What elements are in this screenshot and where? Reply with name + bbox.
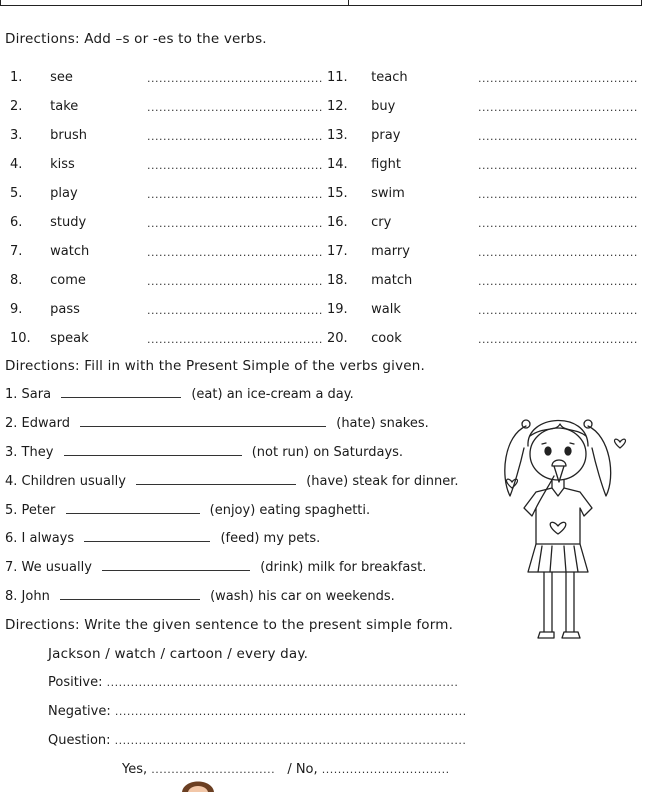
item-number: 4. [10, 157, 23, 172]
verb-answer-line[interactable]: ........................................ [478, 304, 638, 317]
item-number: 18. [327, 273, 348, 288]
verb-answer-line[interactable]: ............................................ [147, 304, 323, 317]
item-number: 3. [10, 128, 23, 143]
blank-answer[interactable] [64, 445, 242, 456]
verb-answer-line[interactable]: ............................................ [147, 246, 323, 259]
item-number: 20. [327, 331, 348, 346]
verb-word: swim [371, 186, 405, 201]
peeking-character-icon [178, 772, 218, 792]
item-number: 8. [10, 273, 23, 288]
item-number: 7. [10, 244, 23, 259]
sentence-end: (eat) an ice-cream a day. [191, 387, 354, 402]
sentence-start: 3. They [5, 445, 54, 460]
verb-answer-line[interactable]: ........................................ [478, 275, 638, 288]
verb-word: watch [50, 244, 90, 259]
verb-answer-line[interactable]: ........................................ [478, 188, 638, 201]
item-number: 5. [10, 186, 23, 201]
fill-in-row [5, 503, 370, 518]
verb-answer-line[interactable]: ........................................ [478, 246, 638, 259]
fill-in-row [5, 474, 459, 489]
verb-word: fight [371, 157, 401, 172]
item-number: 13. [327, 128, 348, 143]
verb-word: take [50, 99, 79, 114]
item-number: 17. [327, 244, 348, 259]
verb-row-left [10, 215, 150, 230]
sentence-start: 4. Children usually [5, 474, 126, 489]
verb-word: cry [371, 215, 392, 230]
verb-answer-line[interactable]: ............................................ [147, 217, 323, 230]
verb-word: marry [371, 244, 410, 259]
verb-word: walk [371, 302, 401, 317]
verb-word: see [50, 70, 73, 85]
section2-directions: Directions: Fill in with the Present Simple of the verbs given. [5, 358, 426, 374]
positive-label: Positive: [48, 675, 103, 690]
item-number: 19. [327, 302, 348, 317]
verb-answer-line[interactable]: ........................................ [478, 159, 638, 172]
item-number: 1. [10, 70, 23, 85]
verb-row-right [327, 302, 471, 317]
verb-answer-line[interactable]: ............................................ [147, 72, 323, 85]
verb-row-left [10, 70, 150, 85]
verb-row-right [327, 273, 471, 288]
verb-row-right [327, 186, 471, 201]
verb-row-left [10, 331, 150, 346]
fill-in-row [5, 589, 395, 604]
verb-row-left [10, 157, 150, 172]
verb-word: cook [371, 331, 402, 346]
fill-in-row [5, 560, 426, 575]
positive-row [48, 675, 458, 690]
verb-row-left [10, 302, 150, 317]
verb-row-left [10, 244, 150, 259]
girl-illustration [496, 396, 636, 646]
question-label: Question: [48, 733, 111, 748]
verb-word: pray [371, 128, 401, 143]
verb-answer-line[interactable]: ............................................ [147, 101, 323, 114]
item-number: 16. [327, 215, 348, 230]
verb-answer-line[interactable]: ............................................ [147, 130, 323, 143]
blank-answer[interactable] [102, 560, 250, 571]
verb-answer-line[interactable]: ........................................ [478, 72, 638, 85]
verb-answer-line[interactable]: ............................................ [147, 188, 323, 201]
verb-word: buy [371, 99, 396, 114]
verb-row-right [327, 157, 471, 172]
negative-label: Negative: [48, 704, 111, 719]
verb-answer-line[interactable]: ........................................ [478, 101, 638, 114]
verb-word: study [50, 215, 87, 230]
section3-directions: Directions: Write the given sentence to the present simple form. [5, 617, 454, 633]
sentence-start: 7. We usually [5, 560, 92, 575]
verb-answer-line[interactable]: ............................................ [147, 333, 323, 346]
blank-answer[interactable] [80, 416, 326, 427]
verb-answer-line[interactable]: ........................................ [478, 333, 638, 346]
yes-label: Yes, [122, 762, 148, 777]
verb-row-left [10, 99, 150, 114]
verb-word: pass [50, 302, 80, 317]
sentence-start: 8. John [5, 589, 50, 604]
verb-word: speak [50, 331, 89, 346]
no-answer-line[interactable]: ................................ [321, 763, 450, 776]
sentence-end: (enjoy) eating spaghetti. [209, 503, 371, 518]
verb-word: play [50, 186, 78, 201]
item-number: 2. [10, 99, 23, 114]
negative-answer-line[interactable]: ........................................................................................ [114, 705, 467, 718]
no-label: / No, [287, 762, 318, 777]
sentence-end: (wash) his car on weekends. [210, 589, 395, 604]
item-number: 15. [327, 186, 348, 201]
short-answer-row [122, 762, 450, 777]
verb-word: brush [50, 128, 87, 143]
blank-answer[interactable] [66, 503, 200, 514]
fill-in-row [5, 416, 429, 431]
verb-answer-line[interactable]: ............................................ [147, 159, 323, 172]
yes-answer-line[interactable]: ............................... [151, 763, 276, 776]
verb-row-left [10, 273, 150, 288]
sentence-end: (have) steak for dinner. [306, 474, 459, 489]
given-sentence: Jackson / watch / cartoon / every day. [48, 646, 309, 662]
sentence-start: 1. Sara [5, 387, 52, 402]
verb-word: match [371, 273, 413, 288]
blank-answer[interactable] [61, 387, 181, 398]
verb-answer-line[interactable]: ........................................ [478, 130, 638, 143]
verb-row-right [327, 70, 471, 85]
verb-row-right [327, 244, 471, 259]
verb-answer-line[interactable]: ............................................ [147, 275, 323, 288]
sentence-end: (drink) milk for breakfast. [260, 560, 427, 575]
sentence-start: 5. Peter [5, 503, 56, 518]
verb-word: teach [371, 70, 408, 85]
item-number: 6. [10, 215, 23, 230]
verb-word: come [50, 273, 86, 288]
verb-row-left [10, 186, 150, 201]
verb-word: kiss [50, 157, 75, 172]
question-answer-line[interactable]: ........................................................................................ [114, 734, 467, 747]
verb-answer-line[interactable]: ........................................ [478, 217, 638, 230]
verb-row-right [327, 331, 471, 346]
blank-answer[interactable] [84, 531, 210, 542]
negative-row [48, 704, 467, 719]
item-number: 14. [327, 157, 348, 172]
sentence-end: (not run) on Saturdays. [251, 445, 404, 460]
fill-in-row [5, 531, 320, 546]
verb-row-right [327, 128, 471, 143]
sentence-start: 6. I always [5, 531, 75, 546]
sentence-start: 2. Edward [5, 416, 70, 431]
sentence-end: (feed) my pets. [220, 531, 321, 546]
fill-in-row [5, 387, 354, 402]
question-row [48, 733, 466, 748]
sentence-end: (hate) snakes. [336, 416, 429, 431]
verb-row-left [10, 128, 150, 143]
item-number: 10. [10, 331, 31, 346]
item-number: 11. [327, 70, 348, 85]
positive-answer-line[interactable]: ........................................................................................ [106, 676, 459, 689]
item-number: 9. [10, 302, 23, 317]
fill-in-row [5, 445, 403, 460]
verb-row-right [327, 99, 471, 114]
item-number: 12. [327, 99, 348, 114]
blank-answer[interactable] [136, 474, 296, 485]
header-box [0, 0, 642, 6]
header-divider [348, 0, 349, 6]
verb-row-right [327, 215, 471, 230]
blank-answer[interactable] [60, 589, 200, 600]
section1-directions: Directions: Add –s or -es to the verbs. [5, 31, 267, 47]
